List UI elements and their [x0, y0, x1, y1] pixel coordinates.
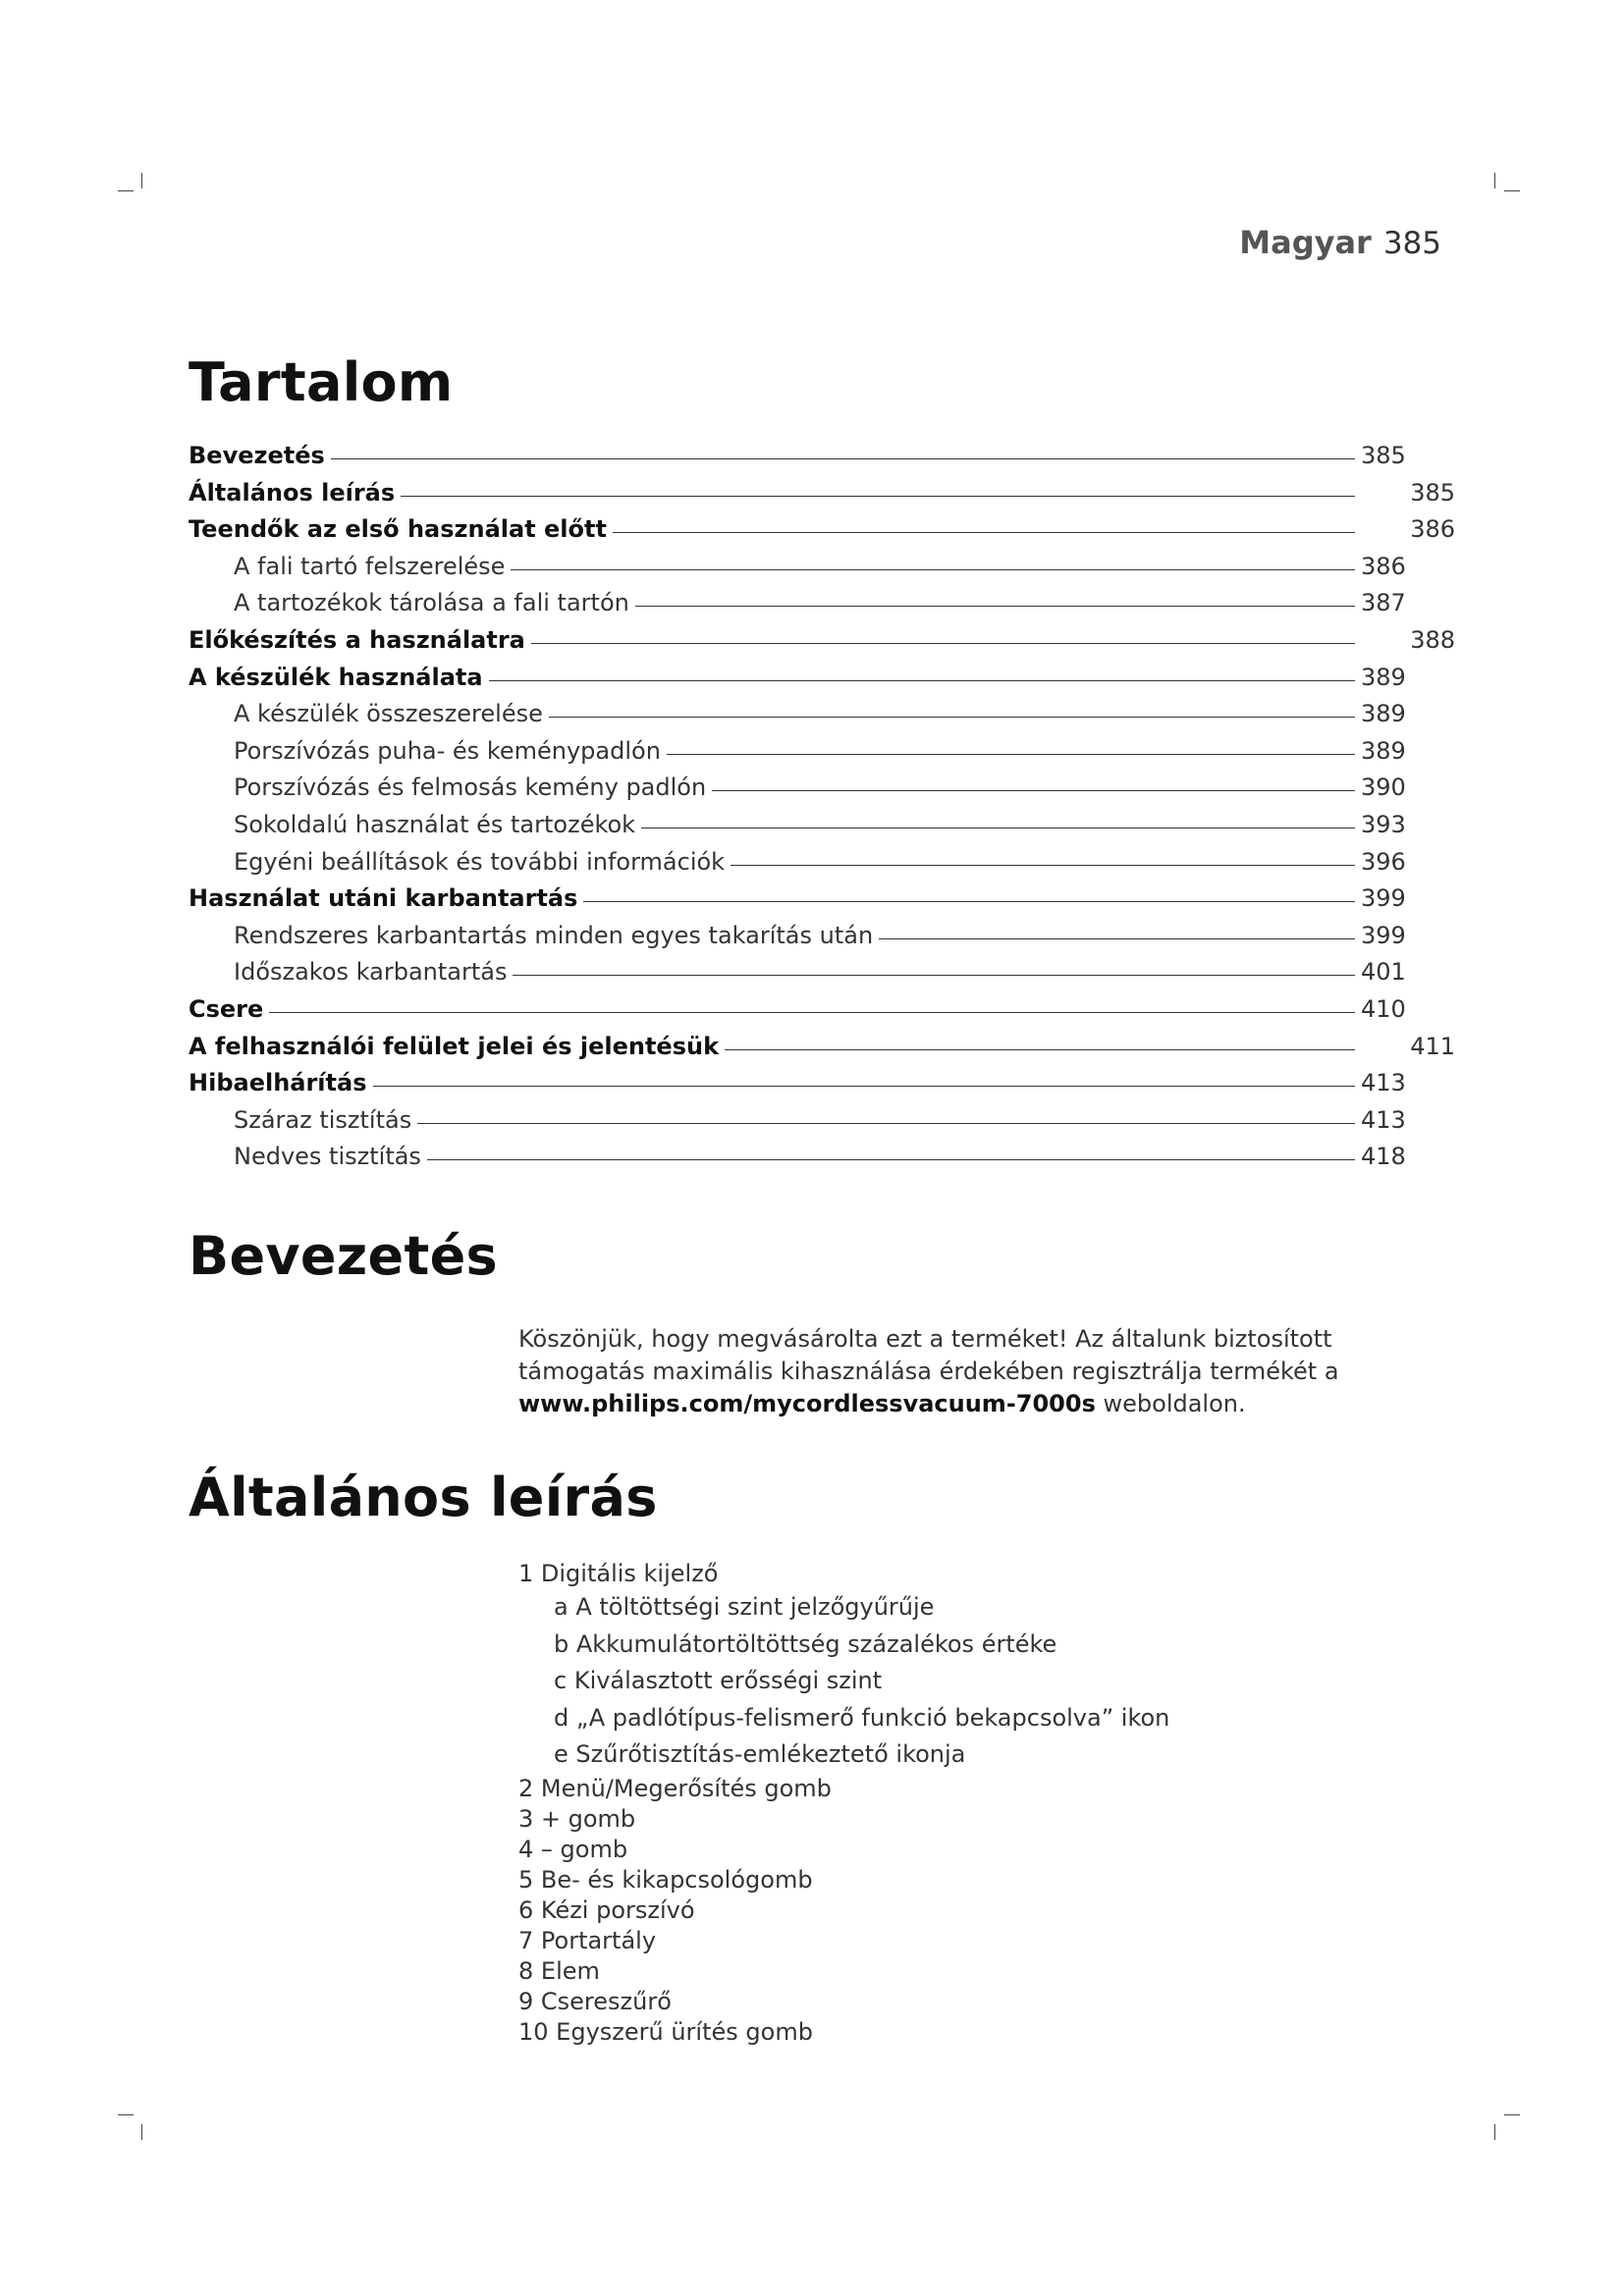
parts-item: 1 Digitális kijelző: [518, 1560, 719, 1587]
toc-leader-line: [511, 569, 1355, 570]
parts-subitem: c Kiválasztott erősségi szint: [554, 1667, 883, 1694]
toc-leader-line: [531, 643, 1355, 644]
intro-link[interactable]: www.philips.com/mycordlessvacuum-7000s: [518, 1390, 1096, 1417]
parts-item: 5 Be- és kikapcsológomb: [518, 1865, 813, 1894]
toc-entry-page: 385: [1361, 442, 1406, 469]
toc-leader-line: [269, 1012, 1355, 1013]
general-heading: Általános leírás: [189, 1467, 658, 1528]
toc-entry-title: Időszakos karbantartás: [234, 958, 508, 987]
toc-entry-page: 389: [1361, 700, 1406, 728]
toc-leader-line: [879, 938, 1355, 939]
toc-entry-title: Használat utáni karbantartás: [189, 884, 578, 913]
intro-heading: Bevezetés: [189, 1225, 498, 1287]
toc-entry[interactable]: [189, 1143, 1455, 1180]
toc-leader-line: [427, 1159, 1355, 1160]
toc-entry-title: A felhasználói felület jelei és jelentésük: [189, 1032, 720, 1060]
toc-entry[interactable]: [189, 479, 1455, 516]
toc-entry-page: 410: [1361, 994, 1406, 1023]
toc-entry[interactable]: [189, 1069, 1455, 1106]
toc-leader-line: [549, 717, 1355, 718]
crop-mark: [1494, 2124, 1495, 2140]
toc-entry-page: 401: [1361, 958, 1406, 987]
parts-subitem: a A töltöttségi szint jelzőgyűrűje: [554, 1593, 935, 1621]
crop-mark: [1504, 2114, 1520, 2115]
toc-entry[interactable]: [189, 442, 1455, 479]
toc-entry[interactable]: [189, 1106, 1455, 1144]
toc-entry-title: A készülék használata: [189, 663, 483, 691]
toc-entry-title: Bevezetés: [189, 442, 325, 469]
toc-entry-page: 389: [1361, 736, 1406, 765]
toc-entry[interactable]: [189, 553, 1455, 590]
toc-leader-line: [513, 975, 1355, 976]
toc-entry-page: 387: [1361, 589, 1406, 617]
toc-entry[interactable]: [189, 737, 1455, 774]
toc-entry[interactable]: [189, 922, 1455, 959]
toc-entry-page: 418: [1361, 1143, 1406, 1171]
toc-entry[interactable]: [189, 700, 1455, 737]
parts-item: 9 Csereszűrő: [518, 1987, 672, 2015]
toc-leader-line: [489, 680, 1355, 681]
toc-entry[interactable]: [189, 774, 1455, 811]
toc-entry-title: A fali tartó felszerelése: [234, 552, 506, 580]
parts-subitem: d „A padlótípus-felismerő funkció bekapcsolva” ikon: [554, 1703, 1170, 1732]
toc-leader-line: [712, 790, 1355, 791]
toc-entry-page: 411: [1410, 1032, 1455, 1060]
toc-entry-page: 389: [1361, 663, 1406, 691]
toc-entry[interactable]: [189, 811, 1455, 848]
toc-entry-title: A tartozékok tárolása a fali tartón: [234, 589, 629, 617]
intro-paragraph: [518, 1323, 1461, 1420]
toc-entry[interactable]: [189, 995, 1455, 1033]
toc-entry-page: 413: [1361, 1105, 1406, 1134]
crop-mark: [1494, 173, 1495, 188]
toc-leader-line: [731, 865, 1355, 866]
table-of-contents: [189, 442, 1455, 1180]
parts-list: [518, 1559, 1169, 2048]
toc-leader-line: [401, 496, 1355, 497]
toc-leader-line: [667, 754, 1355, 755]
toc-entry[interactable]: [189, 958, 1455, 995]
crop-mark: [118, 190, 134, 191]
parts-subitem: b Akkumulátortöltöttség százalékos értéke: [554, 1629, 1057, 1658]
toc-entry[interactable]: [189, 848, 1455, 885]
toc-leader-line: [417, 1123, 1355, 1124]
toc-entry-title: Porszívózás puha- és keménypadlón: [234, 736, 661, 765]
toc-entry-title: Általános leírás: [189, 478, 396, 507]
toc-leader-line: [331, 458, 1355, 459]
toc-entry[interactable]: [189, 589, 1455, 626]
toc-leader-line: [373, 1086, 1356, 1087]
toc-entry-title: Teendők az első használat előtt: [189, 515, 607, 544]
toc-entry-title: Csere: [189, 994, 264, 1023]
toc-entry-page: 386: [1361, 552, 1406, 580]
parts-item: 2 Menü/Megerősítés gomb: [518, 1774, 832, 1802]
toc-entry-page: 399: [1361, 921, 1406, 949]
toc-entry-page: 396: [1361, 847, 1406, 876]
header-language: Magyar: [1239, 224, 1372, 261]
toc-entry-page: 386: [1410, 515, 1455, 544]
toc-entry-title: Sokoldalú használat és tartozékok: [234, 810, 636, 838]
parts-subitem: e Szűrőtisztítás-emlékeztető ikonja: [554, 1740, 966, 1768]
toc-entry-page: 388: [1410, 625, 1455, 654]
toc-leader-line: [635, 606, 1355, 607]
toc-entry-page: 385: [1410, 478, 1455, 507]
crop-mark: [141, 2124, 142, 2140]
toc-entry-title: Száraz tisztítás: [234, 1105, 412, 1134]
toc-entry[interactable]: [189, 515, 1455, 553]
toc-entry-page: 393: [1361, 810, 1406, 838]
toc-entry-page: 390: [1361, 774, 1406, 802]
parts-item: 8 Elem: [518, 1956, 600, 1985]
toc-entry[interactable]: [189, 884, 1455, 922]
parts-item: 10 Egyszerű ürítés gomb: [518, 2017, 813, 2046]
parts-item: 7 Portartály: [518, 1926, 657, 1954]
toc-leader-line: [725, 1049, 1355, 1050]
toc-leader-line: [613, 532, 1355, 533]
toc-entry[interactable]: [189, 664, 1455, 701]
parts-item: 4 – gomb: [518, 1835, 628, 1863]
toc-entry-title: Porszívózás és felmosás kemény padlón: [234, 774, 707, 802]
toc-title: Tartalom: [189, 351, 454, 413]
page-header: [1239, 224, 1441, 261]
intro-text-after: weboldalon.: [1103, 1390, 1246, 1417]
parts-item: 3 + gomb: [518, 1804, 636, 1833]
toc-entry[interactable]: [189, 626, 1455, 664]
toc-entry-title: Nedves tisztítás: [234, 1143, 421, 1171]
crop-mark: [141, 173, 142, 188]
intro-text: Köszönjük, hogy megvásárolta ezt a terméket! Az általunk biztosított támogatás maximális kihasználása érdekében regisztrálja termékét a: [518, 1325, 1339, 1385]
parts-item: 6 Kézi porszívó: [518, 1896, 695, 1924]
toc-entry-page: 413: [1361, 1069, 1406, 1097]
toc-entry-title: A készülék összeszerelése: [234, 700, 543, 728]
header-page-number: 385: [1382, 226, 1441, 261]
toc-entry-title: Rendszeres karbantartás minden egyes takarítás után: [234, 921, 874, 949]
crop-mark: [1504, 190, 1520, 191]
toc-entry-page: 399: [1361, 884, 1406, 913]
toc-entry-title: Előkészítés a használatra: [189, 625, 525, 654]
crop-mark: [118, 2114, 134, 2115]
toc-leader-line: [583, 901, 1355, 902]
toc-entry-title: Egyéni beállítások és további információk: [234, 847, 726, 876]
toc-entry-title: Hibaelhárítás: [189, 1069, 367, 1097]
toc-entry[interactable]: [189, 1033, 1455, 1070]
